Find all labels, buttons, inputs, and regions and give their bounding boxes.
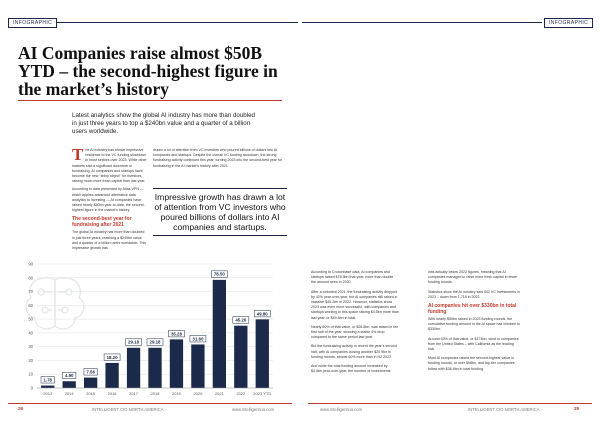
- col1-paragraph-3: The global AI industry has more than doubled in just three years, reaching a $240bn value and a quarter of a billion users worldwide. This impressive growth has: [72, 230, 147, 251]
- col2-paragraph-1: drawn a lot of attention from VC investors who poured billions of dollars into AI companies and startups. Despite the overall VC funding slowdown, the strong fundraising activity continued this year, turning 2023 into the second-best year for fundraising in the AI market’s history after 2021.: [153, 148, 283, 168]
- article-headline: AI Companies raise almost $50B YTD – the second-highest figure in the market’s history: [18, 43, 278, 99]
- x-tick-label: 2022: [236, 391, 246, 396]
- value-label: 29.18: [128, 339, 140, 345]
- y-tick-label: 90: [28, 261, 33, 267]
- x-tick-label: 2021: [214, 391, 224, 396]
- page-number-right: 29: [574, 406, 580, 411]
- header-tag-left: INFOGRAPHIC: [8, 18, 57, 28]
- col1-subhead: The second-best year for fundraising after 2021: [72, 216, 132, 229]
- value-label: 18.20: [106, 354, 118, 360]
- x-tick-label: 2015: [86, 391, 96, 396]
- header-tag-right: INFOGRAPHIC: [544, 18, 593, 28]
- col4-paragraph-3: With nearly $50bn raised in 2023 funding rounds, the cumulative funding amount in the AI space has climbed to $330bn.: [428, 317, 520, 332]
- y-tick-label: 30: [28, 344, 33, 350]
- article-column-3: [311, 270, 399, 374]
- value-label: 49.80: [256, 311, 268, 317]
- x-tick-label: 2018: [150, 391, 160, 396]
- y-tick-label: 80: [28, 275, 33, 281]
- bar: [63, 381, 76, 388]
- footer-rule-left: [8, 403, 292, 404]
- article-column-4: [428, 270, 520, 372]
- value-label: 1.78: [43, 377, 53, 383]
- y-tick-label: 60: [28, 302, 33, 308]
- y-tick-label: 50: [28, 316, 33, 322]
- y-tick-label: 20: [28, 357, 33, 363]
- col3-paragraph-2: After a turbulent 2021, the fundraising activity dropped by 42% year-over-year, but AI companies still raised a massive $45.2bn in 2022. However, statistics show 2023 was even more successful, with companies and startups working in this space raising $4.5bn more than last year, or $49.8bn in total.: [311, 289, 399, 320]
- bar: [127, 348, 140, 388]
- bar: [234, 326, 247, 388]
- headline-divider: [18, 100, 282, 101]
- bar: [84, 378, 97, 388]
- bar: [170, 339, 183, 388]
- footer-url-right: www.intelligentcio.com: [320, 407, 363, 412]
- y-tick-label: 40: [28, 330, 33, 336]
- col4-paragraph-2: Statistics show the AI industry saw 842 VC investments in 2023 – down from 1,718 in 2022.: [428, 289, 520, 299]
- x-tick-label: 2019: [172, 391, 181, 396]
- value-label: 29.18: [149, 339, 161, 345]
- drop-cap: T: [72, 145, 84, 164]
- bar: [213, 280, 226, 388]
- pull-quote: Impressive growth has drawn a lot of attention from VC investors who poured billions of dollars into AI companies and startups.: [153, 188, 287, 236]
- article-column-2: [153, 148, 285, 169]
- bar: [191, 344, 204, 388]
- x-tick-label: 2023 YTD: [253, 391, 272, 396]
- value-label: 7.56: [86, 369, 95, 375]
- col1-paragraph-1: he AI industry has shown impressive resilience to the VC funding slowdown in most sectors over 2023. While other markets saw a significant downturn in fundraising, AI companies and startups have become the new “shiny object” for investors, raising much more fresh capital than last year.: [72, 148, 147, 184]
- footer-url-left: www.intelligentcio.com: [232, 407, 275, 412]
- col3-paragraph-5: And while the total funding amount increased by $4.5bn year-over-year, the number of investments: [311, 364, 391, 374]
- col4-subhead: AI companies hit over $330bn in total funding: [428, 303, 517, 316]
- footer-publication-left: INTELLIGENT CIO NORTH AMERICA: [92, 407, 164, 412]
- col3-paragraph-4: But the fundraising activity in recent the year’s second half, with AI companies closing another $20.9bn in funding rounds, almost 60% more than in H2 2022.: [311, 344, 397, 359]
- value-label: 45.20: [235, 317, 247, 323]
- bar: [148, 348, 161, 388]
- header-rule-left: [48, 22, 298, 23]
- col4-paragraph-5: Most AI companies raised the second-highest value in funding rounds, or over $98bn, and top-tier companies follow with $38.4bn in total funding.: [428, 356, 515, 371]
- y-tick-label: 10: [28, 371, 33, 377]
- col4-paragraph-1: was actually below 2022 figures, meaning that AI companies managed to raise more fresh capital in fewer funding rounds.: [428, 270, 518, 285]
- x-tick-label: 2014: [64, 391, 74, 396]
- x-tick-label: 2013: [43, 391, 53, 396]
- x-tick-label: 2016: [107, 391, 117, 396]
- col3-paragraph-3: Nearly 60% of that value, or $28.8bn, was raised in the first half of the year, showing a stable 4% drop compared to the same period last year.: [311, 324, 399, 340]
- page-number-left: 26: [18, 406, 24, 411]
- value-label: 4.90: [64, 373, 74, 379]
- bar: [41, 386, 54, 388]
- footer-publication-right: INTELLIGENT CIO NORTH AMERICA: [468, 407, 540, 412]
- value-label: 31.60: [192, 336, 204, 342]
- article-column-1: [72, 145, 148, 251]
- bar: [105, 363, 118, 388]
- footer-rule-right: [308, 403, 592, 404]
- y-tick-label: 0: [30, 385, 33, 391]
- brain-watermark-icon: [26, 278, 84, 329]
- header-rule-right: [302, 22, 542, 23]
- value-label: 35.28: [170, 331, 182, 337]
- col4-paragraph-4: Around 53% of that value, or $174bn, went to companies from the United States – with California as the leading hub.: [428, 336, 519, 352]
- y-tick-label: 70: [28, 289, 33, 295]
- funding-bar-chart: [15, 258, 277, 400]
- bar: [256, 319, 269, 388]
- article-lead: Latest analytics show the global AI industry has more than doubled in just three years to top a $240bn value and a quarter of a billion users worldwide.: [72, 112, 255, 135]
- value-label: 78.50: [213, 271, 225, 277]
- col1-paragraph-2: According to data presented by Atlas VPN — which applies advanced alternative data analytics to investing — AI companies have raised nearly $50bn year-to-date, the second-highest figure in the market’s history.: [72, 187, 145, 213]
- x-tick-label: 2017: [129, 391, 138, 396]
- x-tick-label: 2020: [193, 391, 203, 396]
- col3-paragraph-1: According to Crunchbase data, AI companies and startups raised $78.5bn that year, more than double the amount seen in 2020.: [311, 270, 394, 285]
